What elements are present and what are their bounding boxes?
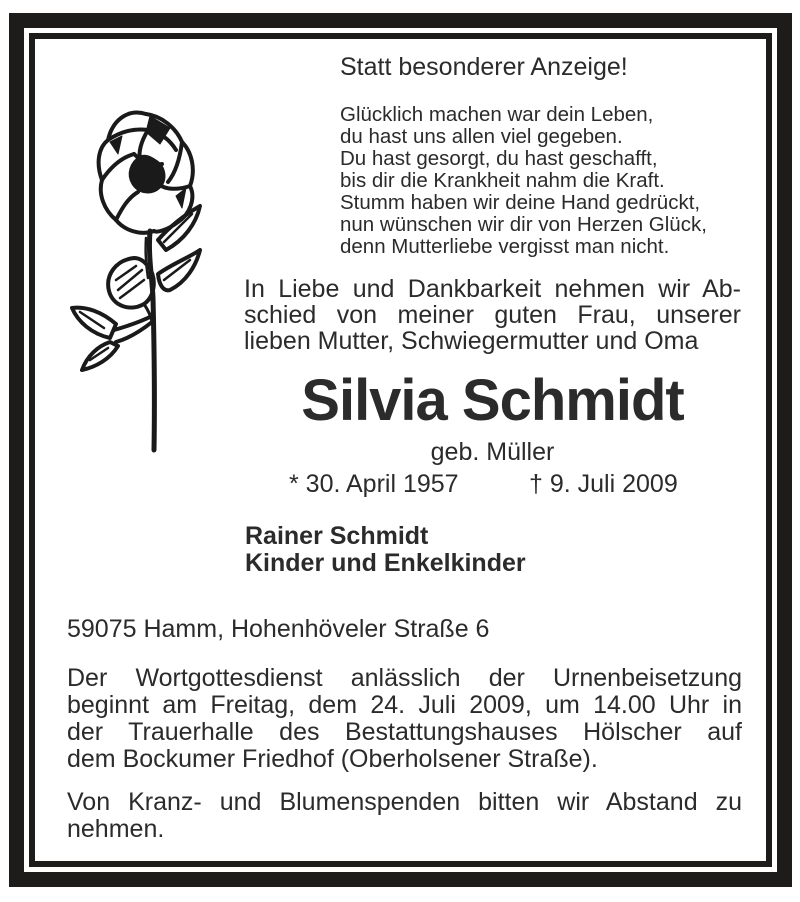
text-line: schied von meiner guten Frau, unserer [244,301,741,329]
text-line: Stumm haben wir deine Hand gedrückt, [340,191,701,214]
text-line: Rainer Schmidt [245,522,429,550]
text-line: denn Mutterliebe vergisst man nicht. [340,235,670,258]
rose-icon [58,98,220,460]
donation-note [67,789,742,843]
maiden-name: geb. Müller [430,438,555,466]
text-line: du hast uns allen viel gegeben. [340,125,623,148]
service-announcement [67,665,742,773]
intro-text [244,276,741,354]
text-line: nehmen. [67,815,165,843]
text-line: Von Kranz- und Blumenspenden bitten wir Abstand zu [67,788,742,816]
deceased-name: Silvia Schmidt [301,368,684,433]
text-line: beginnt am Freitag, dem 24. Juli 2009, um 14.00 Uhr in [67,691,742,719]
birth-date: * 30. April 1957 [289,470,459,498]
text-line: bis dir die Krankheit nahm die Kraft. [340,169,665,192]
text-line: In Liebe und Dankbarkeit nehmen wir Ab- [244,275,741,303]
memorial-poem [340,104,707,258]
text-line: nun wünschen wir dir von Herzen Glück, [340,213,707,236]
text-line: Kinder und Enkelkinder [245,549,526,577]
notice-header: Statt besonderer Anzeige! [340,53,628,81]
text-line: Glücklich machen war dein Leben, [340,103,654,126]
address-line: 59075 Hamm, Hohenhöveler Straße 6 [67,615,490,643]
text-line: lieben Mutter, Schwiegermutter und Oma [244,327,699,355]
text-line: Der Wortgottesdienst anlässlich der Urnenbeisetzung [67,664,742,692]
text-line: der Trauerhalle des Bestattungshauses Hölscher auf [67,718,742,746]
text-line: Du hast gesorgt, du hast geschafft, [340,147,658,170]
death-date: † 9. Juli 2009 [529,470,678,498]
mourners-list [245,523,526,577]
text-line: dem Bockumer Friedhof (Oberholsener Straße). [67,745,598,773]
